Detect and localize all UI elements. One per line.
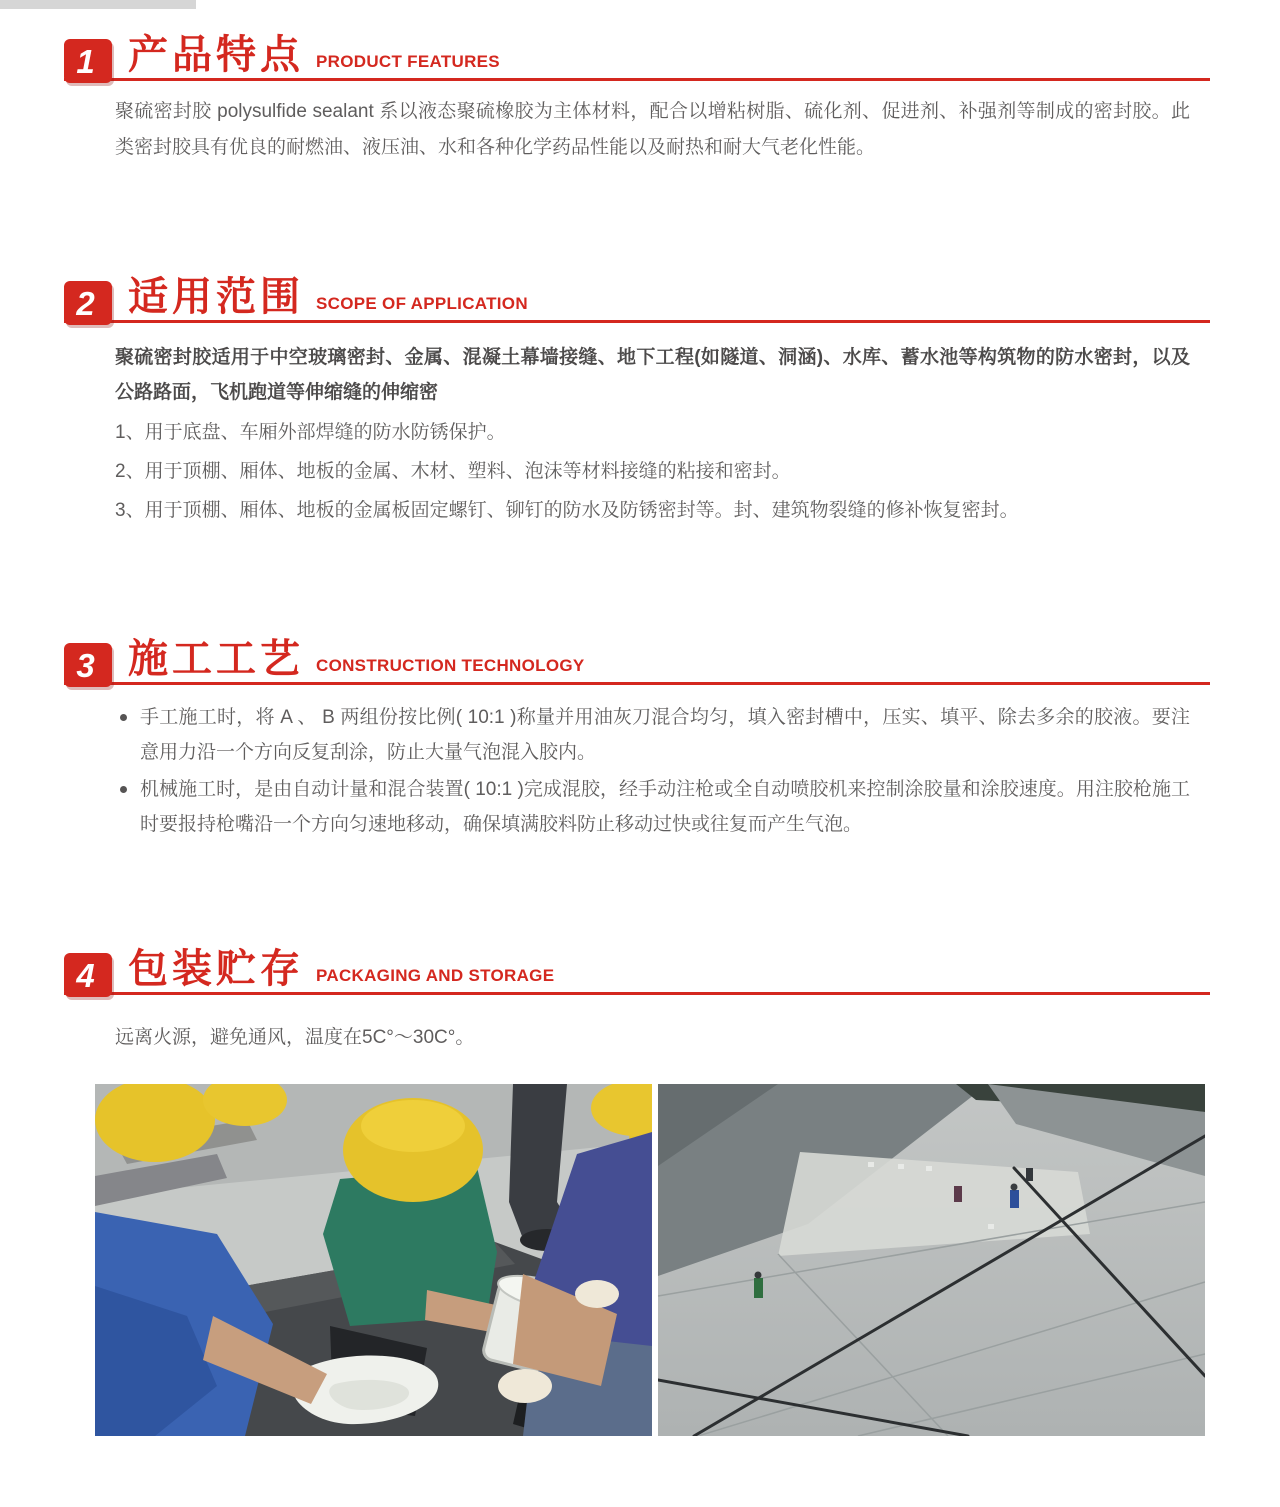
- section-3-bullet-list: [118, 700, 1190, 842]
- construction-bullet-mechanical: 机械施工时，是由自动计量和混合装置( 10:1 )完成混胶，经手动注枪或全自动喷胶机来控制涂胶量和涂胶速度。用注胶枪施工时要报持枪嘴沿一个方向匀速地移动，确保填满胶料防止移动过快或往复而产生气泡。: [118, 772, 1190, 842]
- section-2-number: 2: [76, 284, 95, 322]
- section-1-title-en: PRODUCT FEATURES: [316, 52, 500, 71]
- section-2-title-zh: 适用范围: [128, 275, 304, 319]
- usage-item-2: 2、用于顶棚、厢体、地板的金属、木材、塑料、泡沫等材料接缝的粘接和密封。: [115, 461, 791, 482]
- section-1-number-badge: [64, 39, 112, 83]
- section-3-header: [64, 638, 1210, 685]
- section-scope-of-application: [0, 276, 1280, 576]
- photo-workers-applying-sealant: [95, 1084, 652, 1436]
- section-4-title-en: PACKAGING AND STORAGE: [316, 966, 555, 985]
- section-1-paragraph: 聚硫密封胶 polysulfide sealant 系以液态聚硫橡胶为主体材料，配合以增粘树脂、硫化剂、促进剂、补强剂等制成的密封胶。此类密封胶具有优良的耐燃油、液压油、水和各种化学药品性能以及耐热和耐大气老化性能。: [115, 101, 1190, 158]
- section-2-lead-paragraph: 聚硫密封胶适用于中空玻璃密封、金属、混凝土幕墙接缝、地下工程(如隧道、洞涵)、水库、蓄水池等构筑物的防水密封，以及公路路面，飞机跑道等伸缩缝的伸缩密: [115, 347, 1190, 403]
- photo-row: [95, 1084, 1205, 1436]
- sealant-workers-illustration: [95, 1084, 652, 1436]
- section-3-title-zh: 施工工艺: [128, 637, 304, 681]
- section-product-features: [0, 34, 1280, 234]
- concrete-slope-illustration: [658, 1084, 1205, 1436]
- section-2-header: [64, 276, 1210, 323]
- section-2-title-en: SCOPE OF APPLICATION: [316, 294, 528, 313]
- section-3-title-en: CONSTRUCTION TECHNOLOGY: [316, 656, 585, 675]
- section-2-usage-list: [115, 414, 1190, 529]
- section-construction-technology: [0, 638, 1280, 868]
- section-1-header: [64, 34, 1210, 81]
- section-2-number-badge: [64, 281, 112, 325]
- section-4-number: 4: [76, 956, 95, 994]
- section-3-number: 3: [76, 646, 95, 684]
- section-1-number: 1: [76, 42, 95, 80]
- section-1-title-zh: 产品特点: [128, 33, 304, 77]
- section-4-number-badge: [64, 953, 112, 997]
- usage-item-3: 3、用于顶棚、厢体、地板的金属板固定螺钉、铆钉的防水及防锈密封等。封、建筑物裂缝的修补恢复密封。: [115, 500, 1019, 521]
- construction-bullet-manual: 手工施工时，将 A 、 B 两组份按比例( 10:1 )称量并用油灰刀混合均匀，填入密封槽中，压实、填平、除去多余的胶液。要注意用力沿一个方向反复刮涂，防止大量气泡混入胶内。: [118, 700, 1190, 770]
- section-4-paragraph: 远离火源，避免通风，温度在5C°～30C°。: [115, 1027, 475, 1048]
- section-3-number-badge: [64, 643, 112, 687]
- page-top-edge: [0, 0, 196, 9]
- section-packaging-and-storage: [0, 948, 1280, 1078]
- usage-item-1: 1、用于底盘、车厢外部焊缝的防水防锈保护。: [115, 422, 506, 443]
- section-4-header: [64, 948, 1210, 995]
- photo-concrete-slope-worksite: [658, 1084, 1205, 1436]
- section-4-title-zh: 包装贮存: [128, 947, 304, 991]
